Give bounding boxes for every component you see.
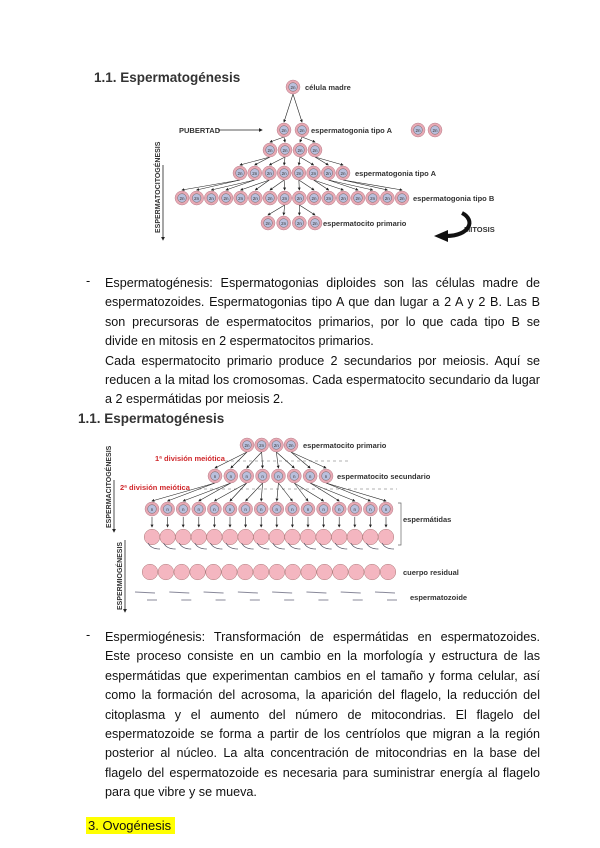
cell-label: 2n [297, 147, 303, 153]
cell-label: n [261, 473, 264, 479]
cell [366, 191, 380, 205]
cell-label: 2n [267, 147, 273, 153]
bullet: - [86, 274, 91, 288]
residual-body-cell [158, 564, 174, 580]
cell [208, 469, 222, 483]
arrow [314, 180, 329, 190]
cell-label: 2n [237, 170, 243, 176]
cell-label: 2n [252, 195, 258, 201]
text-line: espermátidas que experimentan cambios en el tamaño y forma celular, así [105, 668, 540, 683]
text-line: divide en mitosis en 2 espermatocitos primarios. [105, 334, 374, 349]
cell [271, 469, 285, 483]
cell-label: 2n [282, 195, 288, 201]
cell-label: 2n [265, 220, 271, 226]
cell [277, 123, 291, 137]
cell-label: 2n [312, 147, 318, 153]
arrow [270, 137, 284, 142]
label-type-a: espermatogonia tipo A [311, 126, 392, 135]
label-mitosis: MITOSIS [464, 225, 495, 234]
cell [395, 191, 409, 205]
text-line: flagelo del espermatozoide es necesaria para suministrar energía al flagelo [105, 765, 540, 780]
cell [204, 191, 218, 205]
meiosis-spermiogenesis-diagram [78, 411, 467, 612]
cell [322, 191, 336, 205]
cell-label: 2n [384, 195, 390, 201]
cell [428, 123, 442, 137]
arrow [291, 452, 310, 468]
cell-label: 2n [208, 195, 214, 201]
cell-label: n [306, 506, 310, 512]
cell-label: 2n [296, 195, 302, 201]
spermatid-cell [347, 529, 363, 545]
cell-label: 2n [296, 220, 302, 226]
cell [319, 469, 333, 483]
cell [263, 191, 277, 205]
spermatozoon [306, 592, 326, 593]
cell-label: 2n [399, 195, 405, 201]
label-type-b: espermatogonia tipo B [413, 194, 495, 203]
spermatozoon [238, 592, 258, 593]
cell [317, 502, 331, 516]
cell [307, 166, 321, 180]
arrow [246, 483, 263, 501]
text-line: Cada espermatocito primario produce 2 secundarios por meiosis. Aquí se [105, 353, 540, 368]
cell [278, 191, 292, 205]
cell [175, 191, 189, 205]
cell [145, 502, 159, 516]
arrow [291, 452, 326, 468]
cell-label: 2n [340, 195, 346, 201]
figure-title: 1.1. Espermatogénesis [94, 70, 241, 85]
cell-label: n [150, 506, 154, 512]
spermatid-cell [144, 529, 160, 545]
cell-label: 2n [267, 195, 273, 201]
cell-label: 2n [355, 195, 361, 201]
cell [161, 502, 175, 516]
label-secondary-spermatocyte: espermatocito secundario [337, 472, 431, 481]
text-line: para que vibre y se mueva. [105, 785, 257, 800]
paragraph-spermiogenesis [105, 628, 540, 803]
cell-label: n [308, 473, 312, 479]
cell [295, 123, 309, 137]
cell [240, 469, 254, 483]
cell-label: n [197, 506, 201, 512]
text-line: reducen a la mitad los cromosomas. Cada espermatocito secundario da lugar [105, 373, 540, 388]
cell [284, 438, 298, 452]
cell [190, 191, 204, 205]
cell [336, 191, 350, 205]
spermatid-cell [238, 529, 254, 545]
cell-label: n [213, 506, 216, 512]
cell-label: 2n [415, 127, 421, 133]
text-line: Espermatogénesis: Espermatogonias diploides son las células madre de [105, 276, 540, 290]
arrow [255, 180, 269, 190]
vertical-label: ESPERMATOCITOGÉNESIS [155, 141, 162, 233]
arrow [261, 483, 262, 501]
residual-body-cell [269, 564, 285, 580]
cell [277, 216, 291, 230]
cell [234, 191, 248, 205]
cell-label: 2n [281, 127, 287, 133]
label-spermatozoon: espermatozoide [410, 593, 468, 602]
cell [301, 502, 315, 516]
arrow [299, 157, 300, 165]
arrow [284, 157, 285, 165]
spermatid-cell [300, 529, 316, 545]
cell-label: n [228, 506, 232, 512]
arrow [284, 137, 285, 142]
cell [351, 191, 365, 205]
spermatid-cell [191, 529, 207, 545]
spermatozoon [375, 592, 395, 593]
spermatozoon [272, 592, 292, 593]
cell [285, 502, 299, 516]
residual-body-cell [301, 564, 317, 580]
residual-body-cell [190, 564, 206, 580]
spermatid-cell [269, 529, 285, 545]
label-residual-body: cuerpo residual [403, 568, 459, 577]
cell-label: 2n [281, 170, 287, 176]
arrow [199, 483, 231, 501]
text-line: espermatozoides. Espermatogonias tipo A que dan lugar a 2 A y 2 B. Las B [105, 295, 540, 310]
cell-label: 2n [296, 170, 302, 176]
arrow [300, 137, 302, 142]
arrow [270, 180, 284, 190]
residual-body-cell [142, 564, 158, 580]
arrow [315, 157, 343, 165]
cell [240, 438, 254, 452]
cell-label: n [293, 473, 296, 479]
arrow [314, 180, 344, 190]
text-line: como la formación del acrosoma, la aparición del flagelo, la reducción del [105, 688, 540, 703]
cell-label: 2n [370, 195, 376, 201]
arrow [315, 157, 328, 165]
cell [192, 502, 206, 516]
cell [292, 216, 306, 230]
cell-label: 2n [312, 220, 318, 226]
cell-label: n [291, 506, 294, 512]
cell-label: n [369, 506, 372, 512]
cell [363, 502, 377, 516]
cell-label: 2n [281, 220, 287, 226]
cell [286, 80, 300, 94]
arrow [343, 180, 402, 190]
cell-label: 2n [259, 442, 265, 448]
spermatid-cell [222, 529, 238, 545]
cell-label: 2n [238, 195, 244, 201]
arrow [300, 157, 314, 165]
cell-label: 2n [194, 195, 200, 201]
residual-body-cell [237, 564, 253, 580]
cell-label: n [213, 473, 217, 479]
spermatozoon [135, 592, 155, 593]
arrow [255, 157, 270, 165]
cell-label: n [245, 473, 248, 479]
spermatozoon [204, 592, 224, 593]
cell-label: 2n [273, 442, 279, 448]
cell [287, 469, 301, 483]
cell-label: n [166, 506, 169, 512]
arrow [230, 483, 247, 501]
paragraph-spermatogenesis [105, 274, 540, 410]
cell [303, 469, 317, 483]
label-primary-spermatocyte: espermatocito primario [303, 441, 387, 450]
cell [270, 502, 284, 516]
cell-label: n [277, 473, 280, 479]
arrow [276, 452, 278, 468]
arrow [182, 180, 240, 190]
spermatid-cell [253, 529, 269, 545]
cell-label: n [353, 506, 357, 512]
cell [332, 502, 346, 516]
arrow [278, 483, 292, 501]
cell [223, 502, 237, 516]
arrow [240, 157, 270, 165]
arrow [294, 483, 323, 501]
arrow [231, 452, 247, 468]
cell-label: 2n [223, 195, 229, 201]
arrow [284, 180, 285, 190]
section-heading: 3. Ovogénesis [86, 817, 175, 834]
cell-label: n [384, 506, 388, 512]
cell-label: n [275, 506, 279, 512]
cell [261, 216, 275, 230]
residual-body-cell [174, 564, 190, 580]
cell [308, 143, 322, 157]
cell [248, 166, 262, 180]
spermatogenesis-diagram [94, 70, 495, 242]
arrow [262, 452, 263, 468]
text-line: a 2 espermátidas por meiosis 2. [105, 392, 284, 407]
cell-label: 2n [326, 195, 332, 201]
spermatozoon [341, 592, 361, 593]
bullet: - [86, 628, 91, 642]
cell [321, 166, 335, 180]
text-line: espermatozoide se forma a partir de los centríolos que migran a la región [105, 727, 540, 742]
spermatid-cell [378, 529, 394, 545]
arrow [293, 94, 302, 122]
arrow [183, 483, 231, 501]
cell [293, 143, 307, 157]
cell [248, 191, 262, 205]
figure-title: 1.1. Espermatogénesis [78, 411, 225, 426]
arrow [299, 205, 315, 215]
arrow [214, 483, 246, 501]
arrow [294, 483, 308, 501]
spermatid-cell [175, 529, 191, 545]
cell [380, 191, 394, 205]
cell-label: 2n [179, 195, 185, 201]
cell [224, 469, 238, 483]
residual-body-cell [317, 564, 333, 580]
residual-body-cell [206, 564, 222, 580]
cell [277, 166, 291, 180]
cell-label: 2n [325, 170, 331, 176]
cell-label: n [322, 506, 325, 512]
vertical-label: ESPERMACITOGÉNESIS [106, 445, 113, 528]
text-line: Este proceso consiste en un cambio en la morfología y estructura de las [105, 649, 540, 664]
arrow [299, 180, 314, 190]
arrow [277, 483, 279, 501]
text-line: Espermiogénesis: Transformación de espermátidas en espermatozoides. [105, 630, 540, 644]
cell [176, 502, 190, 516]
cell [292, 166, 306, 180]
cell [411, 123, 425, 137]
cell [379, 502, 393, 516]
label-second-meiotic-division: 2ª división meiótica [120, 483, 190, 492]
residual-body-cell [348, 564, 364, 580]
arrow [284, 205, 285, 215]
cell-label: 2n [290, 84, 296, 90]
cell-label: 2n [311, 170, 317, 176]
cell [336, 166, 350, 180]
cell-label: n [244, 506, 247, 512]
cell [255, 438, 269, 452]
cell-label: 2n [266, 170, 272, 176]
label-type-a: espermatogonia tipo A [355, 169, 436, 178]
label-puberty: PUBERTAD [179, 126, 221, 135]
text-line: citoplasma y el aumento del número de mitocondrias. El flagelo del [105, 707, 540, 722]
cell [348, 502, 362, 516]
spermatozoon [169, 592, 189, 593]
cell-label: n [181, 506, 185, 512]
cell-label: 2n [244, 442, 250, 448]
cell [254, 502, 268, 516]
residual-body-cell [333, 564, 349, 580]
spermatid-cell [207, 529, 223, 545]
cell [307, 191, 321, 205]
label-stem-cell: célula madre [305, 83, 351, 92]
cell-label: n [337, 506, 341, 512]
cell [233, 166, 247, 180]
cell-label: 2n [282, 147, 288, 153]
cell-label: 2n [288, 442, 294, 448]
cell [269, 438, 283, 452]
arrow [302, 137, 315, 142]
cell-label: 2n [311, 195, 317, 201]
arrow [268, 205, 285, 215]
residual-body-cell [222, 564, 238, 580]
cell-label: n [324, 473, 328, 479]
cell [256, 469, 270, 483]
label-first-meiotic-division: 1ª división meiótica [155, 454, 225, 463]
cell-label: n [259, 506, 263, 512]
spermatid-cell [363, 529, 379, 545]
spermatid-cell [331, 529, 347, 545]
cell [292, 191, 306, 205]
cell-label: 2n [252, 170, 258, 176]
cell-label: 2n [340, 170, 346, 176]
cell [219, 191, 233, 205]
arrow [284, 94, 293, 122]
residual-body-cell [364, 564, 380, 580]
label-primary-spermatocyte: espermatocito primario [323, 219, 407, 228]
cell [239, 502, 253, 516]
cell-label: 2n [432, 127, 438, 133]
residual-body-cell [253, 564, 269, 580]
arrow [269, 157, 285, 165]
spermatid-cell [160, 529, 176, 545]
cell [278, 143, 292, 157]
bracket [398, 503, 401, 545]
spermatid-cell [285, 529, 301, 545]
mitosis-arrowhead-icon [434, 230, 448, 242]
spermatid-cell [316, 529, 332, 545]
text-line: son precursoras de espermatocitos primarios, por lo que cada tipo B se [105, 314, 540, 329]
arrow [247, 452, 262, 468]
residual-body-cell [285, 564, 301, 580]
cell [308, 216, 322, 230]
residual-body-cell [380, 564, 396, 580]
cell-label: n [229, 473, 233, 479]
arrow [241, 180, 270, 190]
arrow [276, 452, 294, 468]
cell [262, 166, 276, 180]
cell-label: 2n [299, 127, 305, 133]
cell [263, 143, 277, 157]
text-line: posterior al núcleo. La alta concentración de mitocondrias en la base del [105, 746, 540, 761]
vertical-label: ESPERMIOGÉNESIS [117, 541, 124, 610]
label-spermatids: espermátidas [403, 515, 452, 524]
cell [207, 502, 221, 516]
